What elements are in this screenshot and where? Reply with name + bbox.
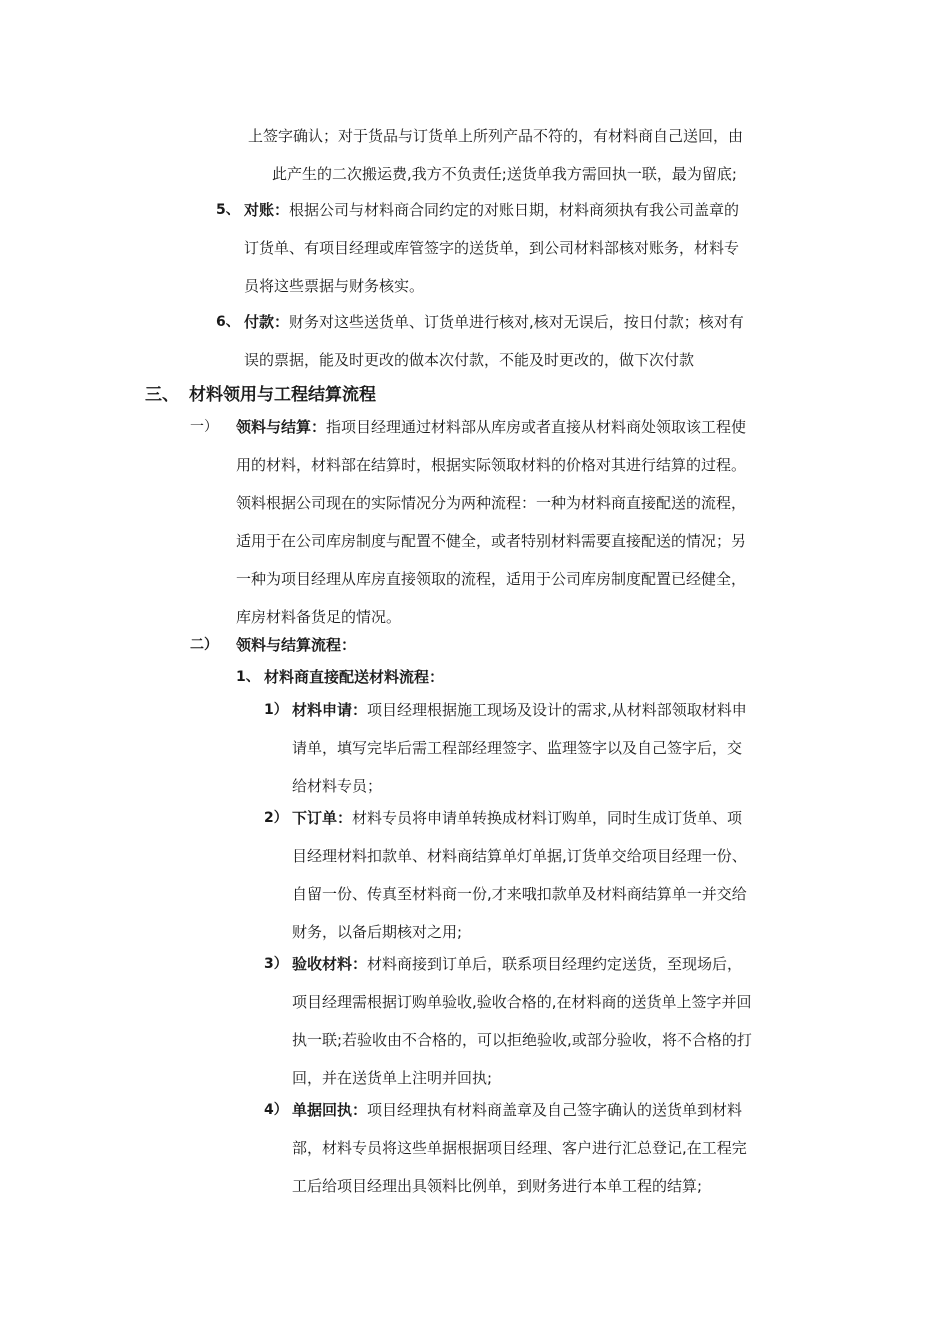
step1-text: 项目经理根据施工现场及设计的需求,从材料部领取材料申 bbox=[367, 701, 747, 719]
step3-number: 3） bbox=[264, 956, 288, 972]
item5-line-3: 员将这些票据与财务核实。 bbox=[244, 277, 425, 295]
item5-line-1 bbox=[244, 200, 739, 220]
step3-line-2: 项目经理需根据订购单验收,验收合格的,在材料商的送货单上签字并回 bbox=[292, 993, 752, 1011]
flow1-number: 1、 bbox=[236, 669, 260, 685]
part1-line-4: 适用于在公司库房制度与配置不健全，或者特别材料需要直接配送的情况；另 bbox=[236, 532, 747, 550]
step2-line-4: 财务，以备后期核对之用; bbox=[292, 923, 463, 941]
step2-number: 2） bbox=[264, 810, 288, 826]
part1-text: 指项目经理通过材料部从库房或者直接从材料商处领取该工程使 bbox=[326, 418, 747, 436]
part1-line-5: 一种为项目经理从库房直接领取的流程，适用于公司库房制度配置已经健全， bbox=[236, 570, 747, 588]
step3-title: 验收材料： bbox=[292, 955, 368, 973]
step3-text: 材料商接到订单后，联系项目经理约定送货，至现场后， bbox=[367, 955, 743, 973]
step2-text: 材料专员将申请单转换成材料订购单，同时生成订货单、项 bbox=[352, 809, 743, 827]
step4-line-2: 部，材料专员将这些单据根据项目经理、客户进行汇总登记,在工程完 bbox=[292, 1139, 747, 1157]
step2-title: 下订单： bbox=[292, 809, 353, 827]
part2-title: 领料与结算流程： bbox=[236, 636, 357, 654]
step3-line-1 bbox=[292, 954, 742, 974]
flow1-title: 材料商直接配送材料流程： bbox=[264, 668, 445, 686]
part2-number: 二） bbox=[190, 637, 218, 653]
step1-title: 材料申请： bbox=[292, 701, 368, 719]
part1-line-3: 领料根据公司现在的实际情况分为两种流程：一种为材料商直接配送的流程， bbox=[236, 494, 747, 512]
item6-number: 6、 bbox=[216, 314, 240, 330]
step3-line-3: 执一联;若验收由不合格的，可以拒绝验收,或部分验收，将不合格的打 bbox=[292, 1031, 752, 1049]
step4-number: 4） bbox=[264, 1102, 288, 1118]
section3-title: 材料领用与工程结算流程 bbox=[189, 385, 376, 405]
step4-line-1 bbox=[292, 1100, 742, 1120]
step1-number: 1） bbox=[264, 702, 288, 718]
item4-line-1: 上签字确认；对于货品与订货单上所列产品不符的，有材料商自己送回，由 bbox=[248, 127, 744, 145]
step1-line-1 bbox=[292, 700, 747, 720]
item6-line-1 bbox=[244, 312, 744, 332]
step2-line-3: 自留一份、传真至材料商一份,才来哦扣款单及材料商结算单一并交给 bbox=[292, 885, 747, 903]
part1-title: 领料与结算： bbox=[236, 418, 327, 436]
item4-line-2: 此产生的二次搬运费,我方不负责任;送货单我方需回执一联，最为留底; bbox=[272, 165, 737, 183]
part1-number: 一） bbox=[190, 419, 218, 435]
step4-title: 单据回执： bbox=[292, 1101, 368, 1119]
item5-number: 5、 bbox=[216, 202, 240, 218]
item6-line-2: 误的票据，能及时更改的做本次付款，不能及时更改的，做下次付款 bbox=[244, 351, 695, 369]
item5-text: 根据公司与材料商合同约定的对账日期，材料商须执有我公司盖章的 bbox=[289, 201, 740, 219]
step4-text: 项目经理执有材料商盖章及自己签字确认的送货单到材料 bbox=[367, 1101, 743, 1119]
section3-number: 三、 bbox=[145, 385, 179, 405]
part1-line-2: 用的材料，材料部在结算时，根据实际领取材料的价格对其进行结算的过程。 bbox=[236, 456, 747, 474]
part1-line-1 bbox=[236, 417, 746, 437]
step1-line-2: 请单，填写完毕后需工程部经理签字、监理签字以及自己签字后，交 bbox=[292, 739, 743, 757]
item6-text: 财务对这些送货单、订货单进行核对,核对无误后，按日付款；核对有 bbox=[289, 313, 744, 331]
step2-line-2: 目经理材料扣款单、材料商结算单灯单据,订货单交给项目经理一份、 bbox=[292, 847, 747, 865]
step2-line-1 bbox=[292, 808, 742, 828]
item5-title: 对账： bbox=[244, 201, 290, 219]
item6-title: 付款： bbox=[244, 313, 290, 331]
part1-line-6: 库房材料备货足的情况。 bbox=[236, 608, 402, 626]
item5-line-2: 订货单、有项目经理或库管签字的送货单，到公司材料部核对账务，材料专 bbox=[244, 239, 740, 257]
step3-line-4: 回，并在送货单上注明并回执; bbox=[292, 1069, 493, 1087]
step1-line-3: 给材料专员； bbox=[292, 777, 383, 795]
step4-line-3: 工后给项目经理出具领料比例单，到财务进行本单工程的结算; bbox=[292, 1177, 703, 1195]
